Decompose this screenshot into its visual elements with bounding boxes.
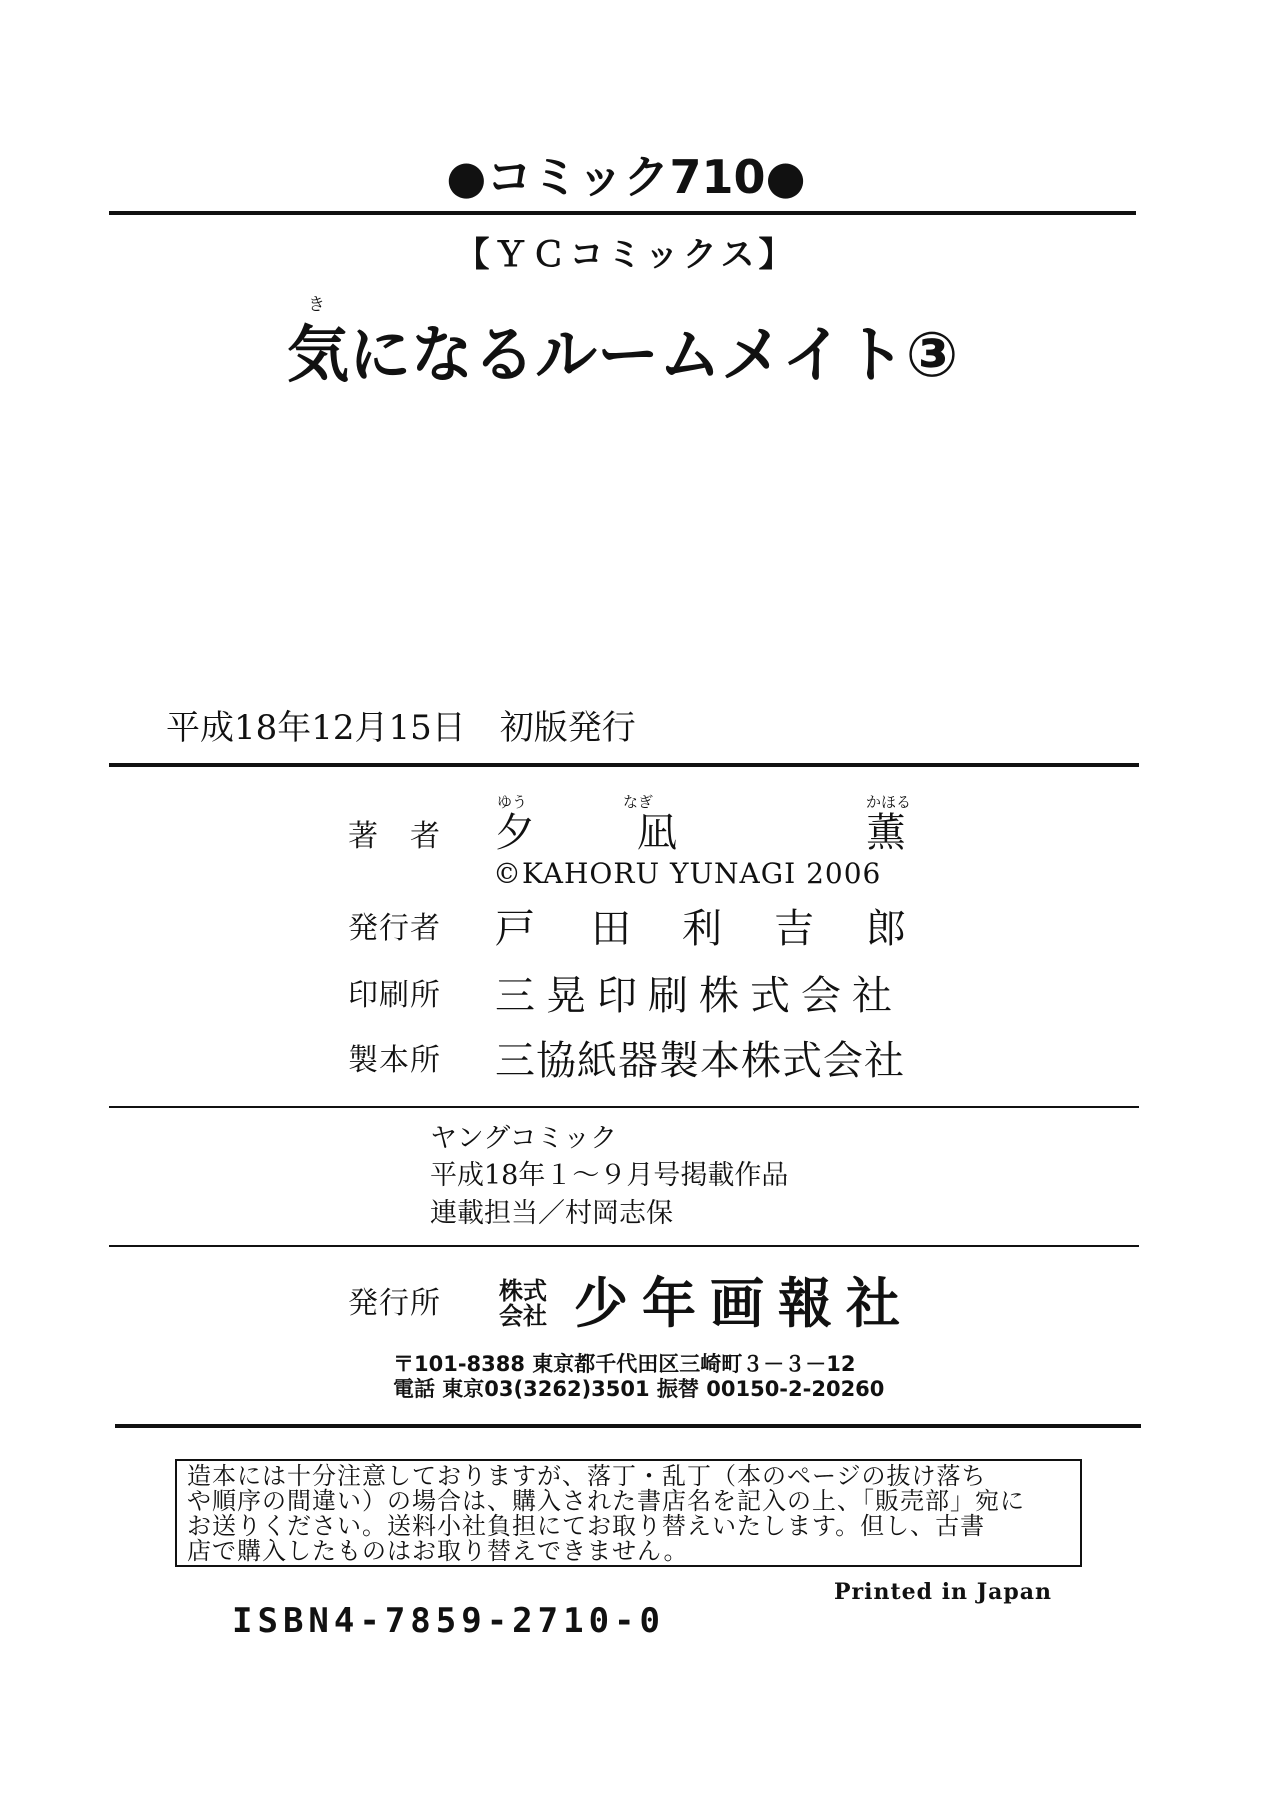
publisher-label: 発行所 <box>348 1286 441 1321</box>
issuer-name-char: 吉 <box>774 906 814 952</box>
title-ruby: き <box>308 295 325 315</box>
corporate-mark-line: 株式 <box>499 1277 547 1305</box>
replacement-notice-box <box>175 1459 1082 1567</box>
publisher-address: 〒101-8388 東京都千代田区三崎町３－３－12 <box>393 1352 856 1376</box>
corporate-mark-line: 会社 <box>499 1302 547 1330</box>
printed-in-label: Printed in Japan <box>834 1579 1052 1605</box>
serialization-period: 平成18年１～９月号掲載作品 <box>430 1160 789 1191</box>
bottom-rule <box>115 1424 1141 1428</box>
imprint-label: 【ＹＣコミックス】 <box>455 235 797 275</box>
notice-line: お送りください。送料小社負担にてお取り替えいたします。但し、古書 <box>187 1512 986 1540</box>
binder-label: 製本所 <box>348 1043 441 1078</box>
corporate-mark <box>499 1279 559 1329</box>
notice-line: 造本には十分注意しておりますが、落丁・乱丁（本のページの抜け落ち <box>187 1462 987 1490</box>
serialization-magazine: ヤングコミック <box>430 1123 618 1154</box>
issuer-label: 発行者 <box>348 911 441 946</box>
publisher-top-rule <box>109 1245 1139 1247</box>
author-ruby: ゆう <box>497 793 528 811</box>
credits-top-rule <box>109 763 1139 767</box>
notice-line: 店で購入したものはお取り替えできません。 <box>187 1537 689 1565</box>
notice-line: や順序の間違い）の場合は、購入された書店名を記入の上、「販売部」宛に <box>187 1487 1025 1515</box>
book-title: 気になるルームメイト③ <box>287 318 959 391</box>
author-label: 著 者 <box>348 819 441 854</box>
top-rule <box>109 211 1136 215</box>
isbn-number: ISBN4-7859-2710-0 <box>232 1601 665 1641</box>
publisher-phone: 電話 東京03(3262)3501 振替 00150-2-20260 <box>393 1377 885 1401</box>
series-label: ●コミック710● <box>446 150 806 204</box>
copyright-notice: ©KAHORU YUNAGI 2006 <box>493 857 882 890</box>
binder-name: 三協紙器製本株式会社 <box>495 1038 905 1084</box>
publisher-name: 少年画報社 <box>574 1272 914 1335</box>
issuer-name-char: 郎 <box>866 906 906 952</box>
author-ruby: かほる <box>866 793 912 811</box>
author-ruby: なぎ <box>623 793 654 811</box>
issuer-name-char: 田 <box>591 906 631 952</box>
printer-label: 印刷所 <box>348 978 441 1013</box>
issuer-name-char: 利 <box>682 906 722 952</box>
author-name-char: 凪 <box>637 810 677 856</box>
author-name-char: 薫 <box>866 810 906 856</box>
printer-name: 三晃印刷株式会社 <box>495 973 903 1019</box>
author-name-char: 夕 <box>495 810 535 856</box>
credits-bottom-rule <box>109 1106 1139 1108</box>
publication-date: 平成18年12月15日 初版発行 <box>166 708 636 748</box>
issuer-name-char: 戸 <box>495 906 535 952</box>
serialization-editor: 連載担当／村岡志保 <box>430 1198 673 1229</box>
